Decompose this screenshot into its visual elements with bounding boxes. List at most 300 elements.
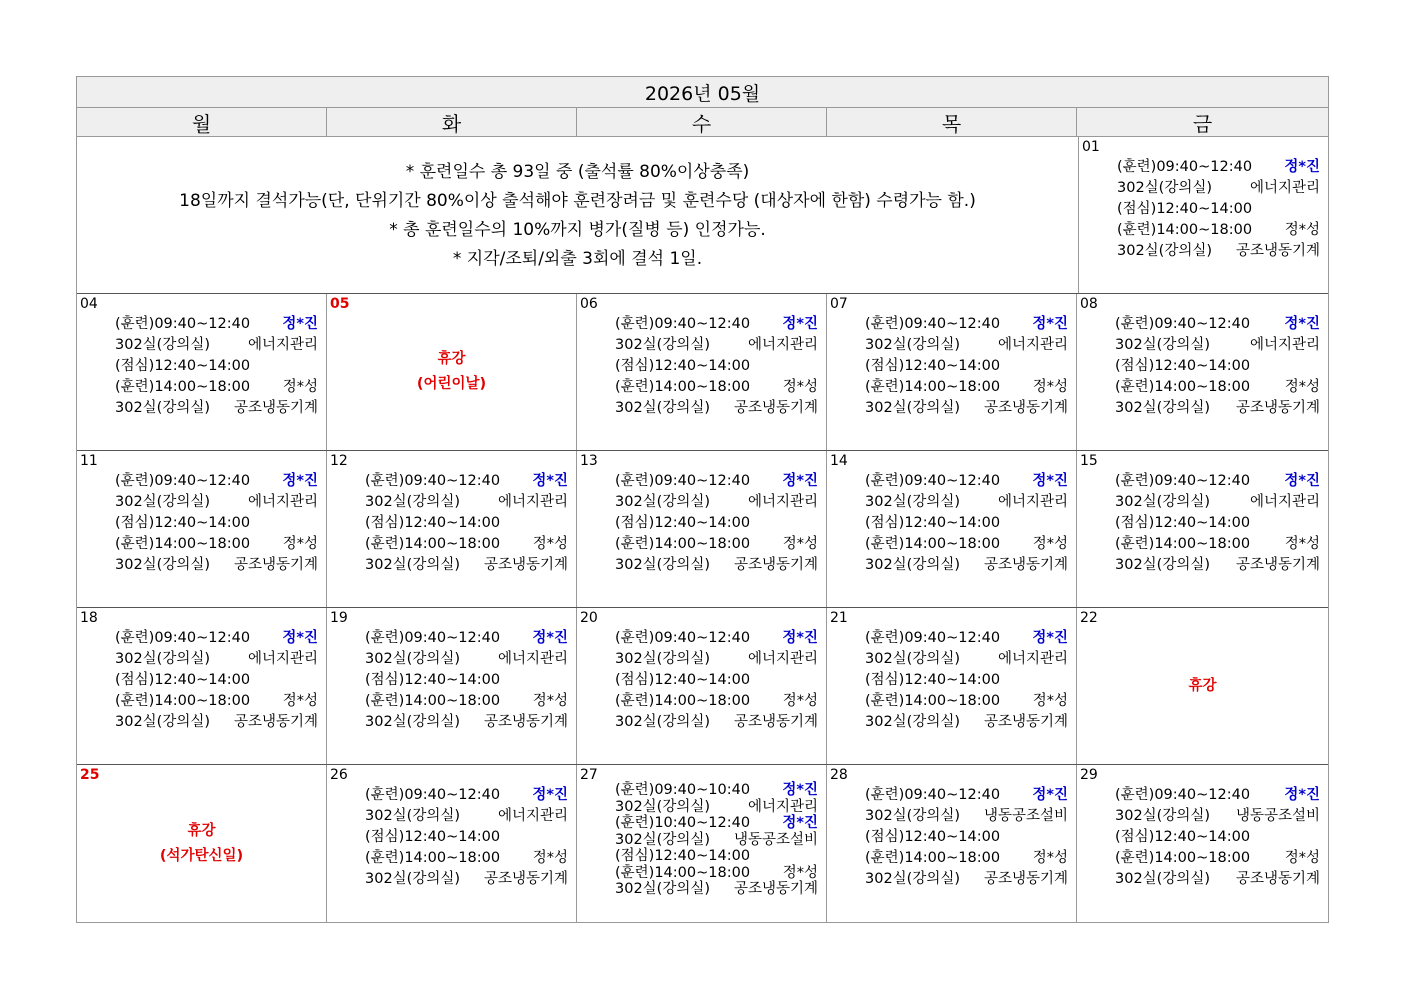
holiday-label xyxy=(327,294,576,450)
schedule-detail: 공조냉동기계 xyxy=(233,400,318,416)
schedule-detail: 에너지관리 xyxy=(247,651,318,667)
schedule-text: (점심)12:40~14:00 xyxy=(865,829,1001,845)
week-row-2 xyxy=(77,294,1328,451)
schedule-text: (훈련)09:40~12:40 xyxy=(615,316,751,332)
instructor-name: 정*진 xyxy=(1284,159,1320,175)
schedule-line xyxy=(865,869,1068,890)
instructor-name: 정*진 xyxy=(282,316,318,332)
schedule-detail: 에너지관리 xyxy=(497,494,568,510)
schedule-text: 302실(강의실) xyxy=(365,651,461,667)
schedule-line xyxy=(115,513,318,534)
schedule-text: 302실(강의실) xyxy=(1117,180,1213,196)
schedule-text: (훈련)14:00~18:00 xyxy=(615,693,751,709)
schedule-text: 302실(강의실) xyxy=(865,337,961,353)
schedule-text: 302실(강의실) xyxy=(115,494,211,510)
schedule-detail: 공조냉동기계 xyxy=(983,557,1068,573)
schedule-line xyxy=(115,691,318,712)
schedule-text: (훈련)09:40~12:40 xyxy=(615,630,751,646)
schedule-line xyxy=(115,649,318,670)
schedule-text: (훈련)09:40~12:40 xyxy=(115,316,251,332)
schedule-detail: 정*성 xyxy=(282,536,318,552)
schedule-line xyxy=(615,799,818,816)
schedule-detail: 에너지관리 xyxy=(247,494,318,510)
day-cell xyxy=(1077,765,1328,922)
instructor-name: 정*진 xyxy=(782,630,818,646)
schedule-text: (훈련)14:00~18:00 xyxy=(865,379,1001,395)
schedule-detail: 공조냉동기계 xyxy=(1235,400,1320,416)
schedule-line xyxy=(865,335,1068,356)
schedule-text: 302실(강의실) xyxy=(615,400,711,416)
schedule-detail: 공조냉동기계 xyxy=(483,871,568,887)
schedule-line xyxy=(865,691,1068,712)
schedule-text: (훈련)09:40~12:40 xyxy=(865,316,1001,332)
schedule-text: (훈련)14:00~18:00 xyxy=(115,693,251,709)
schedule-line xyxy=(115,335,318,356)
week-row-5 xyxy=(77,765,1328,922)
schedule-line xyxy=(1115,471,1320,492)
schedule-text: 302실(강의실) xyxy=(1115,871,1211,887)
day-number: 20 xyxy=(580,610,598,626)
instructor-name: 정*진 xyxy=(1032,316,1068,332)
schedule-detail: 에너지관리 xyxy=(1249,337,1320,353)
schedule-detail: 정*성 xyxy=(532,850,568,866)
schedule-line xyxy=(365,471,568,492)
schedule-text: (점심)12:40~14:00 xyxy=(115,358,251,374)
schedule-detail: 정*성 xyxy=(1284,536,1320,552)
schedule-text: 302실(강의실) xyxy=(365,808,461,824)
day-number: 07 xyxy=(830,296,848,312)
schedule-detail: 정*성 xyxy=(1284,850,1320,866)
holiday-text: 휴강 xyxy=(187,822,216,839)
schedule-line xyxy=(615,848,818,865)
schedule-text: 302실(강의실) xyxy=(115,400,211,416)
schedule-line xyxy=(865,848,1068,869)
schedule-text: (훈련)09:40~12:40 xyxy=(1117,159,1253,175)
schedule-text: (훈련)14:00~18:00 xyxy=(1117,222,1253,238)
schedule-block xyxy=(1115,785,1320,890)
schedule-line xyxy=(615,782,818,799)
schedule-line xyxy=(615,628,818,649)
schedule-text: (훈련)14:00~18:00 xyxy=(615,864,751,881)
schedule-line xyxy=(865,649,1068,670)
schedule-text: (훈련)09:40~12:40 xyxy=(365,630,501,646)
schedule-detail: 정*성 xyxy=(1032,693,1068,709)
schedule-text: (점심)12:40~14:00 xyxy=(615,358,751,374)
schedule-detail: 정*성 xyxy=(1032,536,1068,552)
weekday-wed: 수 xyxy=(577,108,827,136)
schedule-text: (훈련)09:40~12:40 xyxy=(115,630,251,646)
schedule-line xyxy=(115,555,318,576)
schedule-block xyxy=(865,628,1068,733)
day-number: 29 xyxy=(1080,767,1098,783)
schedule-detail: 냉동공조설비 xyxy=(1235,808,1320,824)
schedule-line xyxy=(365,534,568,555)
schedule-text: 302실(강의실) xyxy=(365,871,461,887)
schedule-line xyxy=(865,806,1068,827)
schedule-detail: 정*성 xyxy=(782,693,818,709)
calendar-title: 2026년 05월 xyxy=(77,77,1328,108)
schedule-line xyxy=(1115,806,1320,827)
schedule-line xyxy=(365,848,568,869)
day-number: 08 xyxy=(1080,296,1098,312)
schedule-detail: 정*성 xyxy=(782,379,818,395)
schedule-text: 302실(강의실) xyxy=(615,337,711,353)
schedule-text: 302실(강의실) xyxy=(615,494,711,510)
schedule-text: 302실(강의실) xyxy=(115,651,211,667)
schedule-text: (점심)12:40~14:00 xyxy=(365,672,501,688)
schedule-text: (훈련)14:00~18:00 xyxy=(865,693,1001,709)
day-number: 12 xyxy=(330,453,348,469)
schedule-text: 302실(강의실) xyxy=(115,337,211,353)
schedule-line xyxy=(865,712,1068,733)
day-cell xyxy=(1077,608,1328,764)
calendar-table xyxy=(76,76,1329,923)
schedule-line xyxy=(1117,220,1320,241)
day-number: 06 xyxy=(580,296,598,312)
schedule-line xyxy=(615,471,818,492)
day-cell xyxy=(327,294,577,450)
schedule-text: 302실(강의실) xyxy=(365,494,461,510)
schedule-line xyxy=(365,628,568,649)
schedule-text: 302실(강의실) xyxy=(1115,494,1211,510)
day-cell xyxy=(827,294,1077,450)
schedule-line xyxy=(365,869,568,890)
schedule-line xyxy=(1117,178,1320,199)
instructor-name: 정*진 xyxy=(282,630,318,646)
schedule-block xyxy=(615,471,818,576)
day-number: 11 xyxy=(80,453,98,469)
day-cell xyxy=(327,451,577,607)
holiday-text: 휴강 xyxy=(1188,677,1217,694)
schedule-line xyxy=(615,314,818,335)
schedule-text: 302실(강의실) xyxy=(865,557,961,573)
day-number: 27 xyxy=(580,767,598,783)
schedule-text: (점심)12:40~14:00 xyxy=(1115,515,1251,531)
schedule-text: 302실(강의실) xyxy=(615,881,711,897)
schedule-text: (점심)12:40~14:00 xyxy=(1115,829,1251,845)
schedule-text: 302실(강의실) xyxy=(865,714,961,730)
holiday-label xyxy=(1077,608,1328,764)
day-number: 22 xyxy=(1080,610,1098,626)
day-cell xyxy=(327,765,577,922)
schedule-detail: 정*성 xyxy=(782,536,818,552)
schedule-line xyxy=(615,691,818,712)
schedule-detail: 공조냉동기계 xyxy=(1235,557,1320,573)
schedule-line xyxy=(615,356,818,377)
holiday-text: 휴강 xyxy=(437,351,466,367)
schedule-line xyxy=(865,314,1068,335)
schedule-text: 302실(강의실) xyxy=(865,808,961,824)
schedule-line xyxy=(1115,377,1320,398)
schedule-detail: 정*성 xyxy=(532,536,568,552)
instructor-name: 정*진 xyxy=(1032,787,1068,803)
day-number: 04 xyxy=(80,296,98,312)
schedule-text: (점심)12:40~14:00 xyxy=(865,358,1001,374)
schedule-line xyxy=(1115,492,1320,513)
notice-line: 18일까지 결석가능(단, 단위기간 80%이상 출석해야 훈련장려금 및 훈련수당 (대상자에 한함) 수령가능 함.) xyxy=(179,191,976,211)
schedule-line xyxy=(615,534,818,555)
schedule-line xyxy=(1115,314,1320,335)
schedule-text: (점심)12:40~14:00 xyxy=(615,848,751,864)
schedule-text: 302실(강의실) xyxy=(615,798,711,815)
schedule-block xyxy=(1115,314,1320,419)
day-number: 19 xyxy=(330,610,348,626)
schedule-line xyxy=(115,492,318,513)
schedule-text: (점심)12:40~14:00 xyxy=(365,515,501,531)
week-row-3 xyxy=(77,451,1328,608)
schedule-line xyxy=(865,628,1068,649)
weekday-thu: 목 xyxy=(827,108,1077,136)
schedule-text: (훈련)14:00~18:00 xyxy=(365,536,501,552)
day-number: 28 xyxy=(830,767,848,783)
schedule-line xyxy=(365,712,568,733)
day-number: 05 xyxy=(330,296,350,312)
schedule-detail: 공조냉동기계 xyxy=(1235,871,1320,887)
schedule-line xyxy=(1115,534,1320,555)
schedule-text: (훈련)10:40~12:40 xyxy=(615,815,751,831)
day-cell xyxy=(577,765,827,922)
schedule-line xyxy=(615,555,818,576)
schedule-text: (훈련)14:00~18:00 xyxy=(615,379,751,395)
schedule-line xyxy=(615,815,818,832)
schedule-detail: 에너지관리 xyxy=(997,651,1068,667)
schedule-text: (훈련)09:40~10:40 xyxy=(615,782,751,798)
day-cell xyxy=(827,451,1077,607)
day-cell xyxy=(1077,451,1328,607)
schedule-line xyxy=(865,670,1068,691)
schedule-detail: 에너지관리 xyxy=(1249,494,1320,510)
schedule-text: (훈련)09:40~12:40 xyxy=(865,630,1001,646)
schedule-detail: 공조냉동기계 xyxy=(733,714,818,730)
instructor-name: 정*진 xyxy=(532,473,568,489)
day-cell xyxy=(1079,137,1328,293)
instructor-name: 정*진 xyxy=(532,787,568,803)
weekday-header-row xyxy=(77,108,1328,137)
schedule-line xyxy=(115,398,318,419)
day-cell xyxy=(77,294,327,450)
schedule-line xyxy=(615,670,818,691)
schedule-line xyxy=(365,670,568,691)
schedule-line xyxy=(865,492,1068,513)
schedule-detail: 공조냉동기계 xyxy=(483,714,568,730)
week-row-1 xyxy=(77,137,1328,294)
schedule-line xyxy=(1117,199,1320,220)
schedule-text: (훈련)14:00~18:00 xyxy=(615,536,751,552)
day-number: 25 xyxy=(80,767,100,783)
schedule-line xyxy=(1115,335,1320,356)
schedule-line xyxy=(365,827,568,848)
schedule-line xyxy=(365,785,568,806)
schedule-detail: 에너지관리 xyxy=(997,494,1068,510)
schedule-line xyxy=(1115,513,1320,534)
schedule-line xyxy=(115,356,318,377)
schedule-detail: 냉동공조설비 xyxy=(983,808,1068,824)
schedule-line xyxy=(115,712,318,733)
schedule-detail: 공조냉동기계 xyxy=(733,557,818,573)
schedule-text: (훈련)09:40~12:40 xyxy=(1115,316,1251,332)
schedule-text: (훈련)14:00~18:00 xyxy=(115,379,251,395)
schedule-line xyxy=(1115,398,1320,419)
holiday-label xyxy=(77,765,326,922)
schedule-text: (훈련)14:00~18:00 xyxy=(865,850,1001,866)
schedule-line xyxy=(115,534,318,555)
schedule-detail: 공조냉동기계 xyxy=(233,714,318,730)
schedule-text: 302실(강의실) xyxy=(1115,337,1211,353)
schedule-text: (훈련)14:00~18:00 xyxy=(365,693,501,709)
schedule-line xyxy=(365,492,568,513)
schedule-detail: 정*성 xyxy=(1284,379,1320,395)
schedule-detail: 에너지관리 xyxy=(747,651,818,667)
instructor-name: 정*진 xyxy=(782,473,818,489)
schedule-line xyxy=(115,670,318,691)
schedule-block xyxy=(365,471,568,576)
schedule-detail: 공조냉동기계 xyxy=(983,871,1068,887)
day-cell xyxy=(327,608,577,764)
schedule-text: (훈련)14:00~18:00 xyxy=(1115,379,1251,395)
day-cell xyxy=(827,765,1077,922)
day-number: 14 xyxy=(830,453,848,469)
schedule-block xyxy=(115,314,318,419)
schedule-line xyxy=(865,534,1068,555)
schedule-text: (훈련)14:00~18:00 xyxy=(1115,536,1251,552)
schedule-text: (점심)12:40~14:00 xyxy=(615,672,751,688)
schedule-detail: 공조냉동기계 xyxy=(233,557,318,573)
schedule-line xyxy=(865,555,1068,576)
schedule-text: (점심)12:40~14:00 xyxy=(1117,201,1253,217)
schedule-text: 302실(강의실) xyxy=(865,871,961,887)
weekday-mon: 월 xyxy=(77,108,327,136)
schedule-line xyxy=(1115,848,1320,869)
schedule-line xyxy=(615,881,818,898)
schedule-block xyxy=(115,628,318,733)
day-number: 21 xyxy=(830,610,848,626)
schedule-text: 302실(강의실) xyxy=(115,557,211,573)
schedule-block xyxy=(1115,471,1320,576)
schedule-block xyxy=(615,628,818,733)
schedule-detail: 정*성 xyxy=(282,693,318,709)
schedule-text: (훈련)14:00~18:00 xyxy=(365,850,501,866)
instructor-name: 정*진 xyxy=(1284,473,1320,489)
attendance-notice xyxy=(77,137,1079,293)
schedule-text: 302실(강의실) xyxy=(615,557,711,573)
schedule-line xyxy=(1117,157,1320,178)
schedule-line xyxy=(115,628,318,649)
schedule-text: (훈련)09:40~12:40 xyxy=(1115,473,1251,489)
instructor-name: 정*진 xyxy=(282,473,318,489)
schedule-block xyxy=(365,628,568,733)
notice-line: * 훈련일수 총 93일 중 (출석률 80%이상충족) xyxy=(405,162,750,182)
schedule-line xyxy=(865,356,1068,377)
schedule-line xyxy=(615,335,818,356)
schedule-line xyxy=(365,649,568,670)
schedule-text: (점심)12:40~14:00 xyxy=(115,672,251,688)
schedule-block xyxy=(115,471,318,576)
schedule-detail: 공조냉동기계 xyxy=(983,400,1068,416)
schedule-detail: 에너지관리 xyxy=(747,337,818,353)
schedule-detail: 에너지관리 xyxy=(497,651,568,667)
day-cell xyxy=(1077,294,1328,450)
schedule-detail: 에너지관리 xyxy=(997,337,1068,353)
schedule-text: (훈련)14:00~18:00 xyxy=(1115,850,1251,866)
day-cell xyxy=(577,294,827,450)
schedule-detail: 공조냉동기계 xyxy=(733,400,818,416)
schedule-text: (훈련)09:40~12:40 xyxy=(115,473,251,489)
instructor-name: 정*진 xyxy=(532,630,568,646)
day-cell xyxy=(827,608,1077,764)
instructor-name: 정*진 xyxy=(782,782,818,798)
schedule-text: (훈련)09:40~12:40 xyxy=(1115,787,1251,803)
schedule-line xyxy=(365,513,568,534)
schedule-detail: 정*성 xyxy=(782,864,818,881)
schedule-detail: 정*성 xyxy=(532,693,568,709)
schedule-text: 302실(강의실) xyxy=(865,400,961,416)
schedule-block xyxy=(615,314,818,419)
schedule-text: (훈련)09:40~12:40 xyxy=(865,473,1001,489)
notice-line: * 지각/조퇴/외출 3회에 결석 1일. xyxy=(452,249,703,269)
instructor-name: 정*진 xyxy=(1032,473,1068,489)
schedule-text: 302실(강의실) xyxy=(865,651,961,667)
schedule-text: (훈련)14:00~18:00 xyxy=(865,536,1001,552)
schedule-block xyxy=(1117,157,1320,262)
schedule-block xyxy=(865,314,1068,419)
schedule-detail: 에너지관리 xyxy=(747,798,818,815)
schedule-text: 302실(강의실) xyxy=(615,831,711,848)
schedule-line xyxy=(865,377,1068,398)
schedule-line xyxy=(865,827,1068,848)
schedule-text: 302실(강의실) xyxy=(865,494,961,510)
schedule-line xyxy=(615,649,818,670)
instructor-name: 정*진 xyxy=(1032,630,1068,646)
schedule-text: 302실(강의실) xyxy=(365,557,461,573)
schedule-detail: 공조냉동기계 xyxy=(983,714,1068,730)
schedule-line xyxy=(1117,241,1320,262)
schedule-line xyxy=(365,806,568,827)
schedule-text: 302실(강의실) xyxy=(1117,243,1213,259)
schedule-detail: 에너지관리 xyxy=(747,494,818,510)
schedule-line xyxy=(1115,827,1320,848)
holiday-reason: (어린이날) xyxy=(416,376,487,392)
day-number: 01 xyxy=(1082,139,1100,155)
instructor-name: 정*진 xyxy=(1284,787,1320,803)
day-number: 15 xyxy=(1080,453,1098,469)
schedule-line xyxy=(615,712,818,733)
schedule-text: 302실(강의실) xyxy=(1115,400,1211,416)
schedule-text: 302실(강의실) xyxy=(615,651,711,667)
schedule-text: 302실(강의실) xyxy=(615,714,711,730)
schedule-line xyxy=(865,785,1068,806)
day-number: 18 xyxy=(80,610,98,626)
schedule-line xyxy=(1115,869,1320,890)
schedule-block xyxy=(615,782,818,898)
schedule-block xyxy=(865,785,1068,890)
schedule-line xyxy=(615,832,818,849)
schedule-detail: 에너지관리 xyxy=(497,808,568,824)
schedule-text: (점심)12:40~14:00 xyxy=(365,829,501,845)
schedule-detail: 정*성 xyxy=(1032,379,1068,395)
day-cell xyxy=(77,451,327,607)
schedule-line xyxy=(865,513,1068,534)
schedule-line xyxy=(1115,785,1320,806)
schedule-text: (점심)12:40~14:00 xyxy=(865,515,1001,531)
schedule-text: (점심)12:40~14:00 xyxy=(1115,358,1251,374)
schedule-line xyxy=(865,471,1068,492)
schedule-line xyxy=(365,555,568,576)
day-cell xyxy=(77,608,327,764)
day-cell xyxy=(77,765,327,922)
schedule-line xyxy=(1115,555,1320,576)
day-cell xyxy=(577,608,827,764)
day-cell xyxy=(577,451,827,607)
